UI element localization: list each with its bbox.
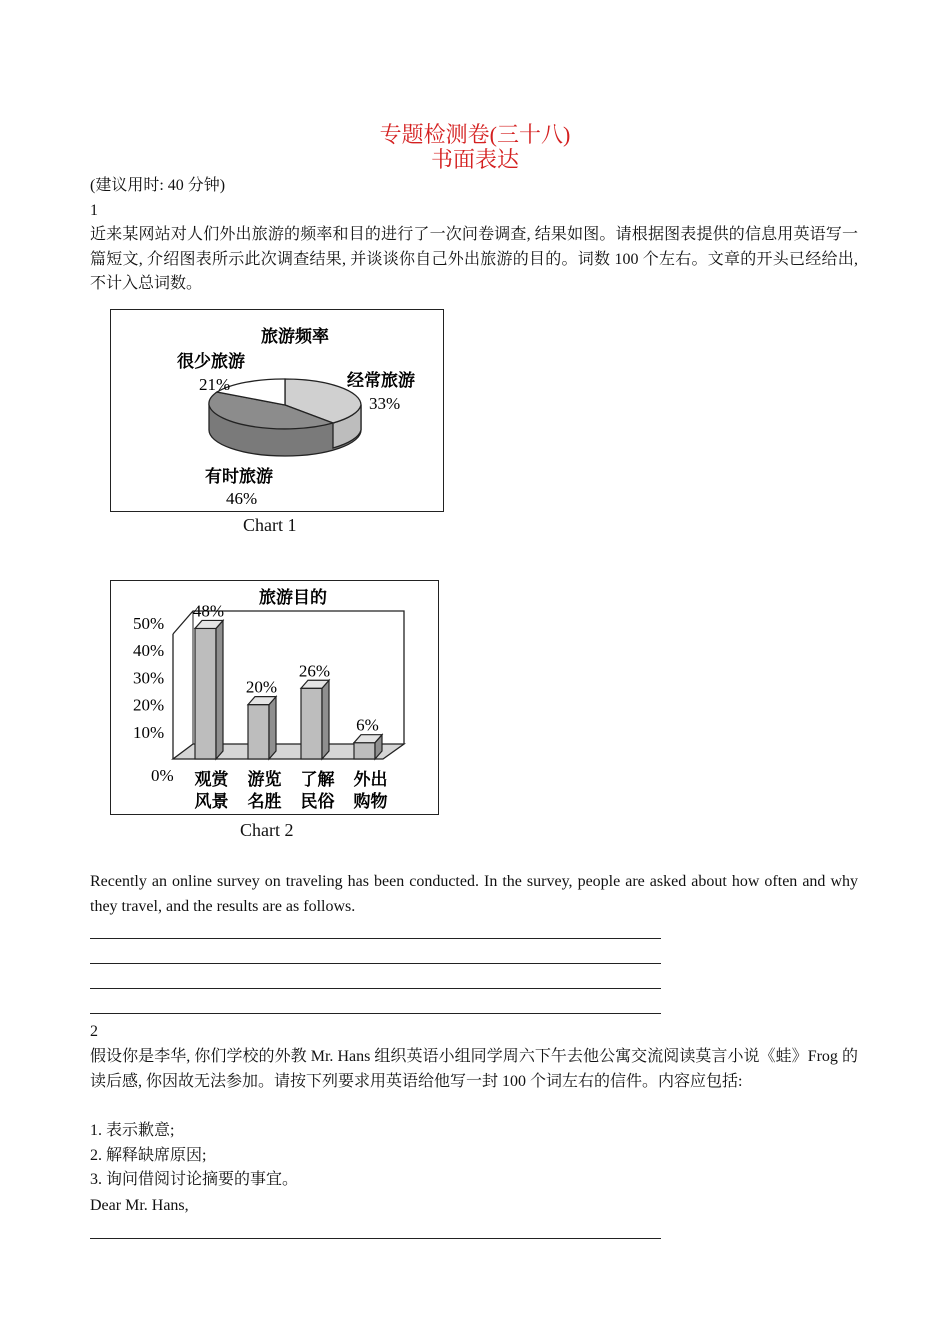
answer-line[interactable]	[90, 988, 661, 989]
pie-label-sometimes: 有时旅游	[205, 467, 273, 487]
category-label: 外出	[353, 770, 388, 790]
category-label: 游览	[247, 770, 282, 790]
bar-front	[301, 688, 322, 759]
bar-value-label: 20%	[245, 677, 278, 697]
y-tick-label: 10%	[133, 722, 165, 742]
bar-value-label: 6%	[356, 715, 379, 735]
pie-value-often: 33%	[369, 394, 401, 413]
question-1-prompt: 近来某网站对人们外出旅游的频率和目的进行了一次问卷调查, 结果如图。请根据图表提供的信息用英语写一篇短文, 介绍图表所示此次调查结果, 并谈谈你自己外出旅游的目的。词数 100 个左右。文章的开头已经给出, 不计入总词数。	[90, 226, 858, 292]
bar	[248, 697, 276, 759]
bar-front	[354, 743, 375, 759]
category-label: 购物	[353, 792, 388, 812]
pie-label-rarely: 很少旅游	[177, 352, 245, 372]
worksheet-title: 专题检测卷(三十八)	[379, 122, 571, 147]
bar-side	[269, 697, 276, 759]
bar-side	[322, 680, 329, 759]
category-label: 名胜	[247, 792, 282, 812]
y-tick-label: 20%	[133, 695, 165, 715]
pie-chart-frame	[110, 309, 444, 512]
bar-side	[216, 620, 223, 759]
bar-chart	[111, 581, 438, 814]
requirement-item: 3. 询问借阅讨论摘要的事宜。	[90, 1171, 299, 1188]
answer-line[interactable]	[90, 938, 661, 939]
bar-title: 旅游目的	[259, 588, 327, 608]
bar-front	[195, 628, 216, 759]
bar-chart-frame	[110, 580, 439, 815]
category-label: 观赏	[194, 770, 229, 790]
bar	[301, 680, 329, 759]
bar-value-label: 48%	[192, 601, 225, 621]
chart-2-caption: Chart 2	[240, 820, 294, 840]
worksheet-subtitle: 书面表达	[430, 147, 519, 172]
question-2-prompt: 假设你是李华, 你们学校的外教 Mr. Hans 组织英语小组同学周六下午去他公寓交流阅读莫言小说《蛙》Frog 的读后感, 你因故无法参加。请按下列要求用英语给他写一封 100 个词左右的信件。内容应包括:	[90, 1048, 858, 1090]
time-hint: (建议用时: 40 分钟)	[90, 177, 226, 194]
category-label: 民俗	[300, 792, 335, 812]
answer-line[interactable]	[90, 963, 661, 964]
pie-value-rarely: 21%	[199, 375, 231, 394]
pie-label-often: 经常旅游	[347, 371, 415, 391]
answer-line[interactable]	[90, 1013, 661, 1014]
question-1-number: 1	[90, 202, 98, 219]
requirement-item: 2. 解释缺席原因;	[90, 1147, 207, 1164]
y-tick-label: 50%	[133, 614, 165, 633]
requirement-item: 1. 表示歉意;	[90, 1122, 175, 1139]
essay-opening: Recently an online survey on traveling has been conducted. In the survey, people are asked about how often and why they travel, and the results are as follows.	[90, 873, 858, 915]
bar	[195, 620, 223, 759]
pie-value-sometimes: 46%	[226, 489, 258, 508]
category-label: 风景	[194, 792, 229, 812]
pie-chart	[111, 310, 443, 511]
y-tick-label: 0%	[151, 766, 174, 785]
bar	[354, 735, 382, 759]
answer-line[interactable]	[90, 1238, 661, 1239]
y-tick-label: 30%	[133, 668, 165, 688]
question-2-number: 2	[90, 1023, 98, 1040]
letter-salutation: Dear Mr. Hans,	[90, 1197, 189, 1214]
category-label: 了解	[300, 770, 335, 790]
pie-title: 旅游频率	[261, 327, 329, 347]
bar-front	[248, 705, 269, 759]
y-tick-label: 40%	[133, 641, 165, 661]
chart-1-caption: Chart 1	[243, 515, 297, 535]
bar-value-label: 26%	[298, 661, 331, 681]
